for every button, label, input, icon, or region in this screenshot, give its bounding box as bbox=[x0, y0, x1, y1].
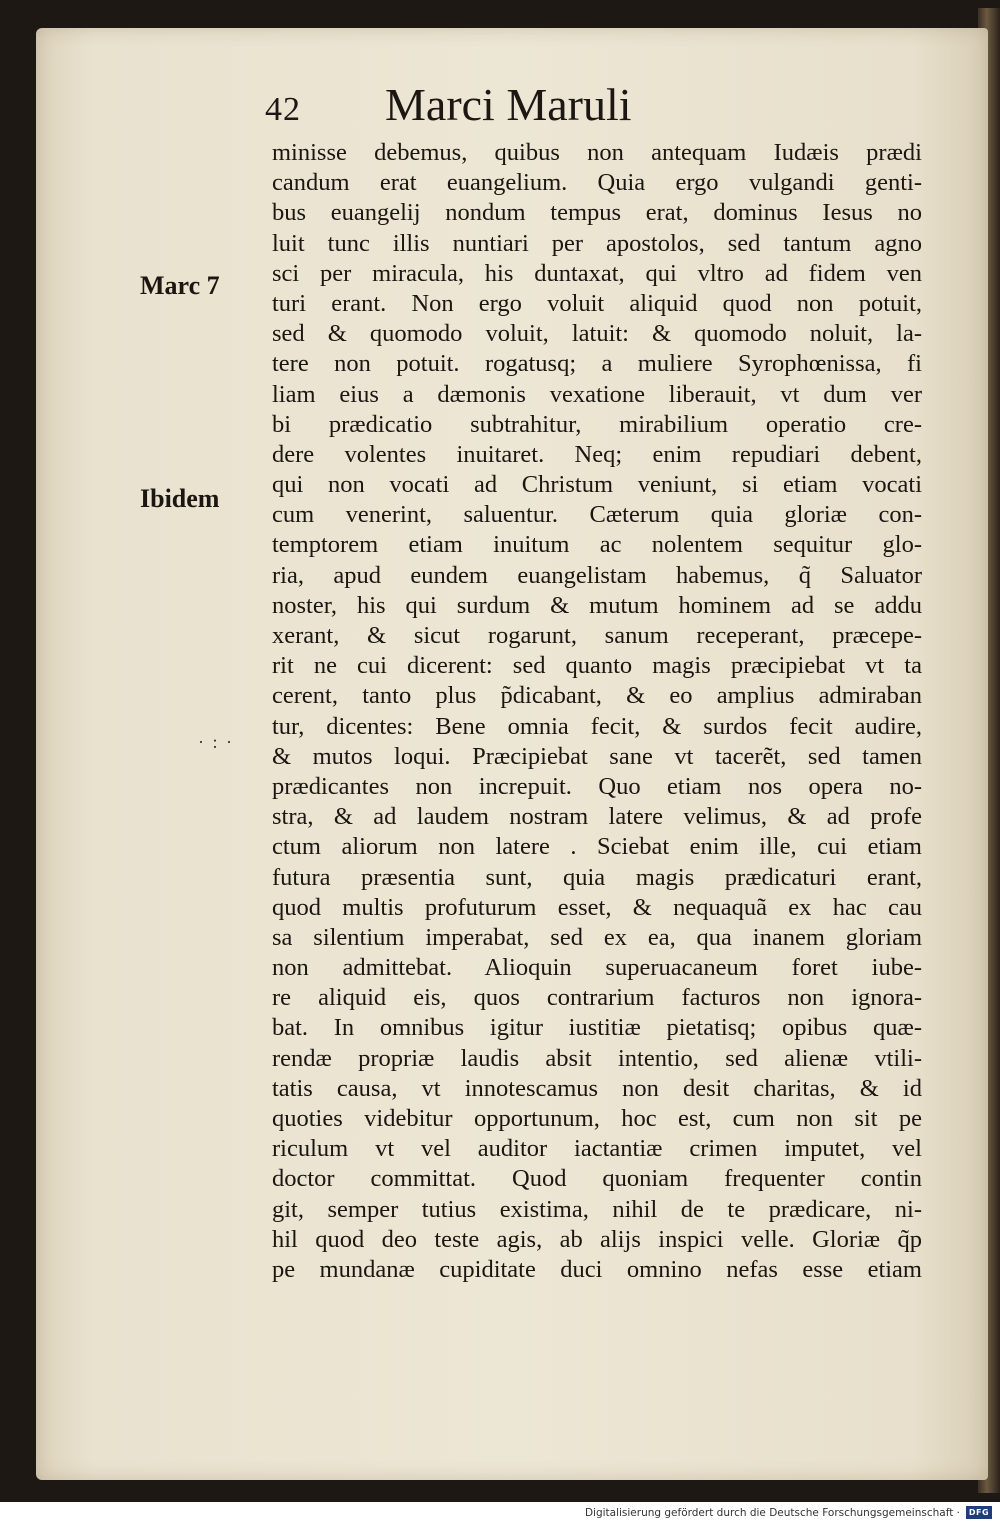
text-line: hil quod deo teste agis, ab alijs inspici velle. Gloriæ q̃p bbox=[272, 1225, 922, 1253]
text-line: tatis causa, vt innotescamus non desit charitas, & id bbox=[272, 1074, 922, 1102]
text-line: quoties videbitur opportunum, hoc est, cum non sit pe bbox=[272, 1105, 922, 1132]
text-line: cerent, tanto plus p̃dicabant, & eo amplius admiraban bbox=[272, 682, 922, 710]
dfg-logo-icon: DFG bbox=[966, 1506, 992, 1519]
text-line: xerant, & sicut rogarunt, sanum receperant, præcepe- bbox=[272, 622, 922, 649]
margin-mark: · : · bbox=[198, 732, 234, 752]
text-line: turi erant. Non ergo voluit aliquid quod non potuit, bbox=[272, 289, 922, 317]
text-line: dere volentes inuitaret. Neq; enim repudiari debent, bbox=[272, 440, 922, 468]
text-line: quod multis profuturum esset, & nequaquã ex hac cau bbox=[272, 893, 922, 921]
text-line: temptorem etiam inuitum ac nolentem sequitur glo- bbox=[272, 531, 922, 559]
text-line: qui non vocati ad Christum veniunt, si etiam vocati bbox=[272, 471, 922, 499]
text-line: bus euangelij nondum tempus erat, dominus Iesus no bbox=[272, 199, 922, 227]
text-line: luit tunc illis nuntiari per apostolos, sed tantum agno bbox=[272, 229, 922, 257]
text-line: noster, his qui surdum & mutum hominem ad se addu bbox=[272, 591, 922, 619]
text-line: non admittebat. Alioquin superuacaneum foret iube- bbox=[272, 954, 922, 982]
text-line: pe mundanæ cupiditate duci omnino nefas esse etiam bbox=[272, 1255, 922, 1283]
text-line: prædicantes non increpuit. Quo etiam nos opera no- bbox=[272, 772, 922, 800]
text-line: rendæ propriæ laudis absit intentio, sed alienæ vtili- bbox=[272, 1044, 922, 1072]
body-text bbox=[272, 138, 922, 1285]
text-line: rit ne cui dicerent: sed quanto magis præcipiebat vt ta bbox=[272, 652, 922, 680]
funding-credit: Digitalisierung gefördert durch die Deutsche Forschungsgemeinschaft · bbox=[584, 1507, 960, 1519]
text-line: sed & quomodo voluit, latuit: & quomodo noluit, la- bbox=[272, 320, 922, 348]
text-line: sci per miracula, his duntaxat, qui vltro ad fidem ven bbox=[272, 259, 922, 287]
text-line: ctum aliorum non latere . Sciebat enim ille, cui etiam bbox=[272, 833, 922, 861]
marginal-note-ibidem: Ibidem bbox=[140, 484, 220, 513]
page-number: 42 bbox=[265, 91, 301, 128]
text-line: ria, apud eundem euangelistam habemus, q̃ Saluator bbox=[272, 561, 922, 589]
text-line: liam eius a dæmonis vexatione liberauit, vt dum ver bbox=[272, 380, 922, 408]
text-line: bat. In omnibus igitur iustitiæ pietatisq; opibus quæ- bbox=[272, 1014, 922, 1042]
text-line: minisse debemus, quibus non antequam Iudæis prædi bbox=[272, 139, 922, 166]
text-line: stra, & ad laudem nostram latere velimus, & ad profe bbox=[272, 803, 922, 831]
text-line: tur, dicentes: Bene omnia fecit, & surdos fecit audire, bbox=[272, 712, 922, 740]
text-line: tere non potuit. rogatusq; a muliere Syrophœnissa, fi bbox=[272, 350, 922, 378]
text-line: git, semper tutius existima, nihil de te prædicare, ni- bbox=[272, 1195, 922, 1223]
text-line: & mutos loqui. Præcipiebat sane vt tacerẽt, sed tamen bbox=[272, 742, 922, 770]
text-line: sa silentium imperabat, sed ex ea, qua inanem gloriam bbox=[272, 923, 922, 951]
text-line: bi prædicatio subtrahitur, mirabilium operatio cre- bbox=[272, 410, 922, 438]
page-header bbox=[265, 78, 745, 134]
text-line: riculum vt vel auditor iactantiæ crimen imputet, vel bbox=[272, 1135, 922, 1163]
text-line: doctor committat. Quod quoniam frequenter contin bbox=[272, 1165, 922, 1193]
text-line: cum venerint, saluentur. Cæterum quia gloriæ con- bbox=[272, 501, 922, 529]
text-line: futura præsentia sunt, quia magis prædicaturi erant, bbox=[272, 863, 922, 891]
running-title: Marci Maruli bbox=[385, 79, 632, 130]
text-line: re aliquid eis, quos contrarium facturos non ignora- bbox=[272, 984, 922, 1012]
marginal-note-marc: Marc 7 bbox=[140, 271, 220, 300]
text-line: candum erat euangelium. Quia ergo vulgandi genti- bbox=[272, 169, 922, 197]
